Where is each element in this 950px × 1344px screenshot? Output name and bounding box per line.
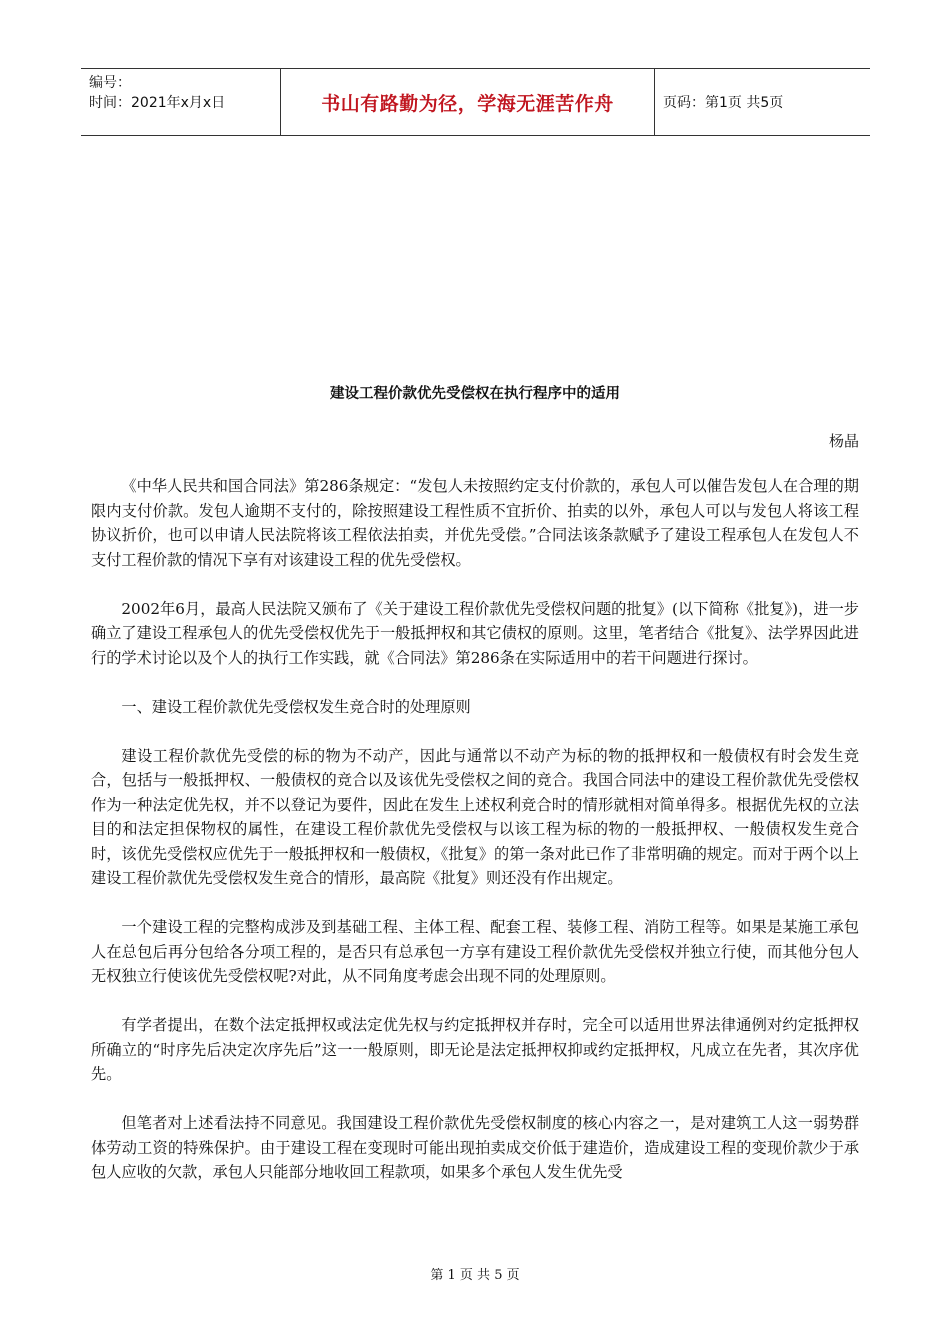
document-body	[91, 474, 859, 1209]
paragraph: 但笔者对上述看法持不同意见。我国建设工程价款优先受偿权制度的核心内容之一，是对建筑工人这一弱势群体劳动工资的特殊保护。由于建设工程在变现时可能出现拍卖成交价低于建造价，造成建设工程的变现价款少于承包人应收的欠款，承包人只能部分地收回工程款项，如果多个承包人发生优先受	[91, 1114, 859, 1181]
paragraph: 有学者提出，在数个法定抵押权或法定优先权与约定抵押权并存时，完全可以适用世界法律通例对约定抵押权所确立的“时序先后决定次序先后”这一一般原则，即无论是法定抵押权抑或约定抵押权，凡成立在先者，其次序优先。	[91, 1016, 859, 1083]
date-label: 时间：2021年x月x日	[89, 95, 226, 111]
page-footer: 第 1 页 共 5 页	[430, 1268, 520, 1283]
serial-number-label: 编号：	[89, 75, 131, 91]
header-meta-cell	[81, 69, 281, 135]
header-motto-cell	[281, 69, 655, 135]
motto-text: 书山有路勤为径，学海无涯苦作舟	[321, 92, 614, 115]
paragraph: 建设工程价款优先受偿的标的物为不动产，因此与通常以不动产为标的物的抵押权和一般债权有时会发生竞合，包括与一般抵押权、一般债权的竞合以及该优先受偿权之间的竞合。我国合同法中的建设工程价款优先受偿权作为一种法定优先权，并不以登记为要件，因此在发生上述权利竞合时的情形就相对简单得多。根据优先权的立法目的和法定担保物权的属性，在建设工程价款优先受偿权与以该工程为标的物的一般抵押权、一般债权发生竞合时，该优先受偿权应优先于一般抵押权和一般债权，《批复》的第一条对此已作了非常明确的规定。而对于两个以上建设工程价款优先受偿权发生竞合的情形，最高院《批复》则还没有作出规定。	[91, 746, 859, 887]
section-heading: 一、建设工程价款优先受偿权发生竞合时的处理原则	[121, 697, 471, 716]
header-page-cell	[655, 69, 870, 135]
page-info: 页码：第1页 共5页	[663, 95, 784, 111]
paragraph: 2002年6月，最高人民法院又颁布了《关于建设工程价款优先受偿权问题的批复》(以下简称《批复》)，进一步确立了建设工程承包人的优先受偿权优先于一般抵押权和其它债权的原则。这里，笔者结合《批复》、法学界因此进行的学术讨论以及个人的执行工作实践，就《合同法》第286条在实际适用中的若干问题进行探讨。	[91, 599, 859, 667]
document-header	[81, 68, 870, 136]
document-author: 杨晶	[828, 432, 859, 450]
paragraph: 《中华人民共和国合同法》第286条规定：“发包人未按照约定支付价款的，承包人可以催告发包人在合理的期限内支付价款。发包人逾期不支付的，除按照建设工程性质不宜折价、拍卖的以外，承包人可以与发包人将该工程协议折价，也可以申请人民法院将该工程依法拍卖，并优先受偿。”合同法该条款赋予了建设工程承包人在发包人不支付工程价款的情况下享有对该建设工程的优先受偿权。	[91, 477, 859, 569]
paragraph: 一个建设工程的完整构成涉及到基础工程、主体工程、配套工程、装修工程、消防工程等。如果是某施工承包人在总包后再分包给各分项工程的，是否只有总承包一方享有建设工程价款优先受偿权并独立行使，而其他分包人无权独立行使该优先受偿权呢?对此，从不同角度考虑会出现不同的处理原则。	[91, 918, 859, 985]
document-title: 建设工程价款优先受偿权在执行程序中的适用	[330, 386, 620, 402]
